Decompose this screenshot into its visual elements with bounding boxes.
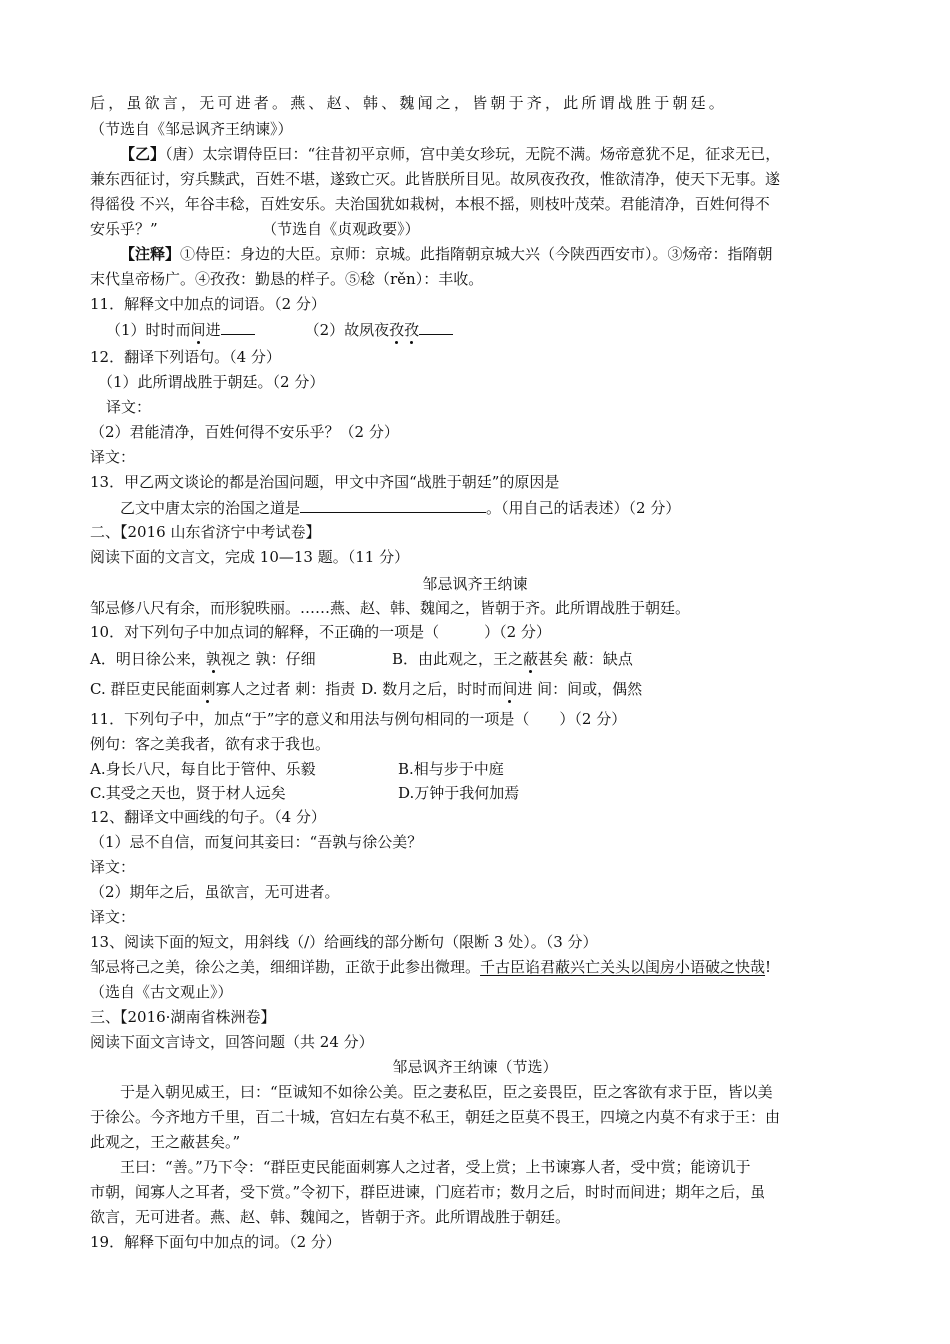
- question-13-line: 乙文中唐太宗的治国之道是 。（用自己的话表述）（2 分）: [120, 496, 870, 519]
- passage-line: 于徐公。今齐地方千里，百二十城，宫妇左右莫不私王，朝廷之臣莫不畏王，四境之内莫不有求于王：由: [90, 1108, 781, 1126]
- dotted-char: 间: [190, 321, 206, 339]
- text-line: 后，虽欲言，无可进者。燕、赵、韩、魏闻之，皆朝于齐，此所谓战胜于朝廷。: [90, 94, 728, 112]
- question-19: 19．解释下面句中加点的词。（2 分）: [90, 1233, 341, 1251]
- note-line: 【注释】①侍臣：身边的大臣。京师：京城。此指隋朝京城大兴（今陕西西安市）。③炀帝：指隋朝: [120, 245, 773, 263]
- question-12: 12．翻译下列语句。（4 分）: [90, 348, 281, 366]
- question-11b-example: 例句：客之美我者，欲有求于我也。: [90, 735, 331, 753]
- question-12b: 12、翻译文中画线的句子。（4 分）: [90, 808, 326, 826]
- answer-blank[interactable]: [300, 496, 486, 513]
- section-intro: 阅读下面文言诗文，回答问题（共 24 分）: [90, 1033, 374, 1051]
- passage-yi-line: 兼东西征讨，穷兵黩武，百姓不堪，遂致亡灭。此皆朕所目见。故夙夜孜孜，惟欲清净，使天下无事。遂: [90, 170, 781, 188]
- passage-yi-line: 【乙】（唐）太宗谓侍臣曰：“往昔初平京师，宫中美女珍玩，无院不满。炀帝意犹不足，征求无已，: [120, 145, 781, 163]
- question-13b-text: 邹忌将己之美，徐公之美，细细详勘，正欲于此参出微理。千古臣谄君蔽兴亡关头以闺房小语破之快哉!: [90, 958, 772, 976]
- question-13: 13．甲乙两文谈论的都是治国问题，甲文中齐国“战胜于朝廷”的原因是: [90, 473, 560, 491]
- dotted-char: 孰: [205, 650, 221, 668]
- dotted-char: 孜: [404, 321, 420, 339]
- question-11: 11．解释文中加点的词语。（2 分）: [90, 295, 326, 313]
- passage-title: 邹忌讽齐王纳谏（节选）: [392, 1058, 558, 1076]
- question-11b: 11．下列句子中，加点“于”字的意义和用法与例句相同的一项是（ ）（2 分）: [90, 710, 627, 728]
- question-12-2: （2）君能清净，百姓何得不安乐乎？（2 分）: [90, 423, 399, 441]
- answer-blank[interactable]: [221, 318, 255, 335]
- question-10: 10．对下列句子中加点词的解释，不正确的一项是（ ）（2 分）: [90, 623, 551, 641]
- dotted-char: 蔽: [523, 650, 539, 668]
- document-page: 后，虽欲言，无可进者。燕、赵、韩、魏闻之，皆朝于齐，此所谓战胜于朝廷。 （节选自《邹忌讽齐王纳谏》） 【乙】（唐）太宗谓侍臣曰：“往昔初平京师，宫中美女珍玩，无院不满。炀帝意犹不足，征求无已， 兼东西征讨，穷兵黩武，百姓不堪，遂致亡灭。此皆朕所目见。故夙夜孜孜，惟欲清净，使天下无事。遂 得徭役 不兴，年谷丰稔，百姓安乐。夫治国犹如栽树，本根不摇，则枝叶茂荣。君能清净，百姓何得不 安乐乎？” （节选自《贞观政要》） 【注释】①侍臣：身边的大臣。京师：京城。此指隋朝京城大兴（今陕西西安市）。③炀帝：指隋朝 末代皇帝杨广。④孜孜：勤恳的样子。⑤稔（rěn）：丰收。 11．解释文中加点的词语。（2 分） （1）时时而间进 （2）故夙夜孜孜 12．翻译下列语句。（4 分） （1）此所谓战胜于朝廷。（2 分） 译文： （2）君能清净，百姓何得不安乐乎？（2 分） 译文： 13．甲乙两文谈论的都是治国问题，甲文中齐国“战胜于朝廷”的原因是 乙文中唐太宗的治国之道是 。（用自己的话表述）（2 分） 二、【2016 山东省济宁中考试卷】 阅读下面的文言文，完成 10—13 题。（11 分） 邹忌讽齐王纳谏 邹忌修八尺有余，而形貌昳丽。……燕、赵、韩、魏闻之，皆朝于齐。此所谓战胜于朝廷。 10．对下列句子中加点词的解释，不正确的一项是（ ）（2 分） A．明日徐公来，孰视之 孰：仔细 B．由此观之，王之蔽甚矣 蔽：缺点 C. 群臣吏民能面刺寡人之过者 刺：指责 D. 数月之后，时时而间进 间：间或，偶然 11．下列句子中，加点“于”字的意义和用法与例句相同的一项是（ ）（2 分） 例句：客之美我者，欲有求于我也。 A.身长八尺，每自比于管仲、乐毅 B.相与步于中庭 C.其受之天也，贤于材人远矣 D.万钟于我何加焉 12、翻译文中画线的句子。（4 分） （1）忌不自信，而复问其妾曰：“吾孰与徐公美？ 译文： （2）期年之后，虽欲言，无可进者。 译文： 13、阅读下面的短文，用斜线（/）给画线的部分断句（限断 3 处）。（3 分） 邹忌将己之美，徐公之美，细细详勘，正欲于此参出微理。千古臣谄君蔽兴亡关头以闺房小语破之快哉! （选自《古文观止》） 三、【2016·湖南省株洲卷】 阅读下面文言诗文，回答问题（共 24 分） 邹忌讽齐王纳谏（节选） 于是入朝见威王，曰：“臣诚知不如徐公美。臣之妻私臣，臣之妾畏臣，臣之客欲有求于臣，皆以美 于徐公。今齐地方千里，百二十城，宫妇左右莫不私王，朝廷之臣莫不畏王，四境之内莫不有求于王：由 此观之，王之蔽甚矣。” 王曰：“善。”乃下令：“群臣吏民能面刺寡人之过者，受上赏；上书谏寡人者，受中赏；能谤讥于 市朝，闻寡人之耳者，受下赏。”令初下，群臣进谏，门庭若市；数月之后，时时而间进；期年之后，虽 欲言，无可进者。燕、赵、韩、魏闻之，皆朝于齐。此所谓战胜于朝廷。 19．解释下面句中加点的词。（2 分）: [0, 0, 950, 1344]
- passage-line: 于是入朝见威王，曰：“臣诚知不如徐公美。臣之妻私臣，臣之妾畏臣，臣之客欲有求于臣，皆以美: [120, 1083, 773, 1101]
- translation-label: 译文：: [90, 448, 136, 466]
- dotted-char: 间: [502, 680, 518, 698]
- translation-label: 译文：: [106, 398, 152, 416]
- question-13b-source: （选自《古文观止》）: [90, 983, 233, 1001]
- question-12-1: （1）此所谓战胜于朝廷。（2 分）: [98, 373, 325, 391]
- passage-line: 欲言，无可进者。燕、赵、韩、魏闻之，皆朝于齐。此所谓战胜于朝廷。: [90, 1208, 571, 1226]
- passage-line: 王曰：“善。”乃下令：“群臣吏民能面刺寡人之过者，受上赏；上书谏寡人者，受中赏；能谤讥于: [120, 1158, 751, 1176]
- question-12b-2: （2）期年之后，虽欲言，无可进者。: [90, 883, 340, 901]
- passage-yi-label: 【乙】: [120, 145, 166, 163]
- passage-yi-source: （节选自《贞观政要》）: [269, 220, 420, 238]
- question-12b-1: （1）忌不自信，而复问其妾曰：“吾孰与徐公美？: [90, 833, 423, 851]
- translation-label: 译文：: [90, 858, 136, 876]
- question-13b: 13、阅读下面的短文，用斜线（/）给画线的部分断句（限断 3 处）。（3 分）: [90, 933, 598, 951]
- translation-label: 译文：: [90, 908, 136, 926]
- underlined-passage: 千古臣谄君蔽兴亡关头以闺房小语破之快哉: [480, 958, 766, 976]
- section-intro: 阅读下面的文言文，完成 10—13 题。（11 分）: [90, 548, 410, 566]
- text-source: （节选自《邹忌讽齐王纳谏》）: [90, 120, 293, 138]
- answer-blank[interactable]: [419, 318, 453, 335]
- dotted-char: 刺: [200, 680, 216, 698]
- passage-yi-line: 得徭役 不兴，年谷丰稔，百姓安乐。夫治国犹如栽树，本根不摇，则枝叶茂荣。君能清净，百姓何得不: [90, 195, 770, 213]
- passage-line: 此观之，王之蔽甚矣。”: [90, 1133, 241, 1151]
- section-heading: 三、【2016·湖南省株洲卷】: [90, 1008, 276, 1026]
- question-11-items: （1）时时而间进 （2）故夙夜孜孜: [106, 318, 886, 341]
- passage-yi-line: 安乐乎？” （节选自《贞观政要》）: [90, 220, 420, 238]
- passage-line: 市朝，闻寡人之耳者，受下赏。”令初下，群臣进谏，门庭若市；数月之后，时时而间进；期年之后，虽: [90, 1183, 766, 1201]
- dotted-char: 孜: [389, 321, 405, 339]
- note-line: 末代皇帝杨广。④孜孜：勤恳的样子。⑤稔（rěn）：丰收。: [90, 270, 484, 288]
- passage-title: 邹忌讽齐王纳谏: [422, 575, 528, 593]
- note-label: 【注释】: [120, 245, 181, 263]
- question-10-options-cd: C. 群臣吏民能面刺寡人之过者 刺：指责 D. 数月之后，时时而间进 间：间或，偶然: [90, 680, 643, 698]
- section-heading: 二、【2016 山东省济宁中考试卷】: [90, 523, 321, 541]
- passage-text: 邹忌修八尺有余，而形貌昳丽。……燕、赵、韩、魏闻之，皆朝于齐。此所谓战胜于朝廷。: [90, 599, 691, 617]
